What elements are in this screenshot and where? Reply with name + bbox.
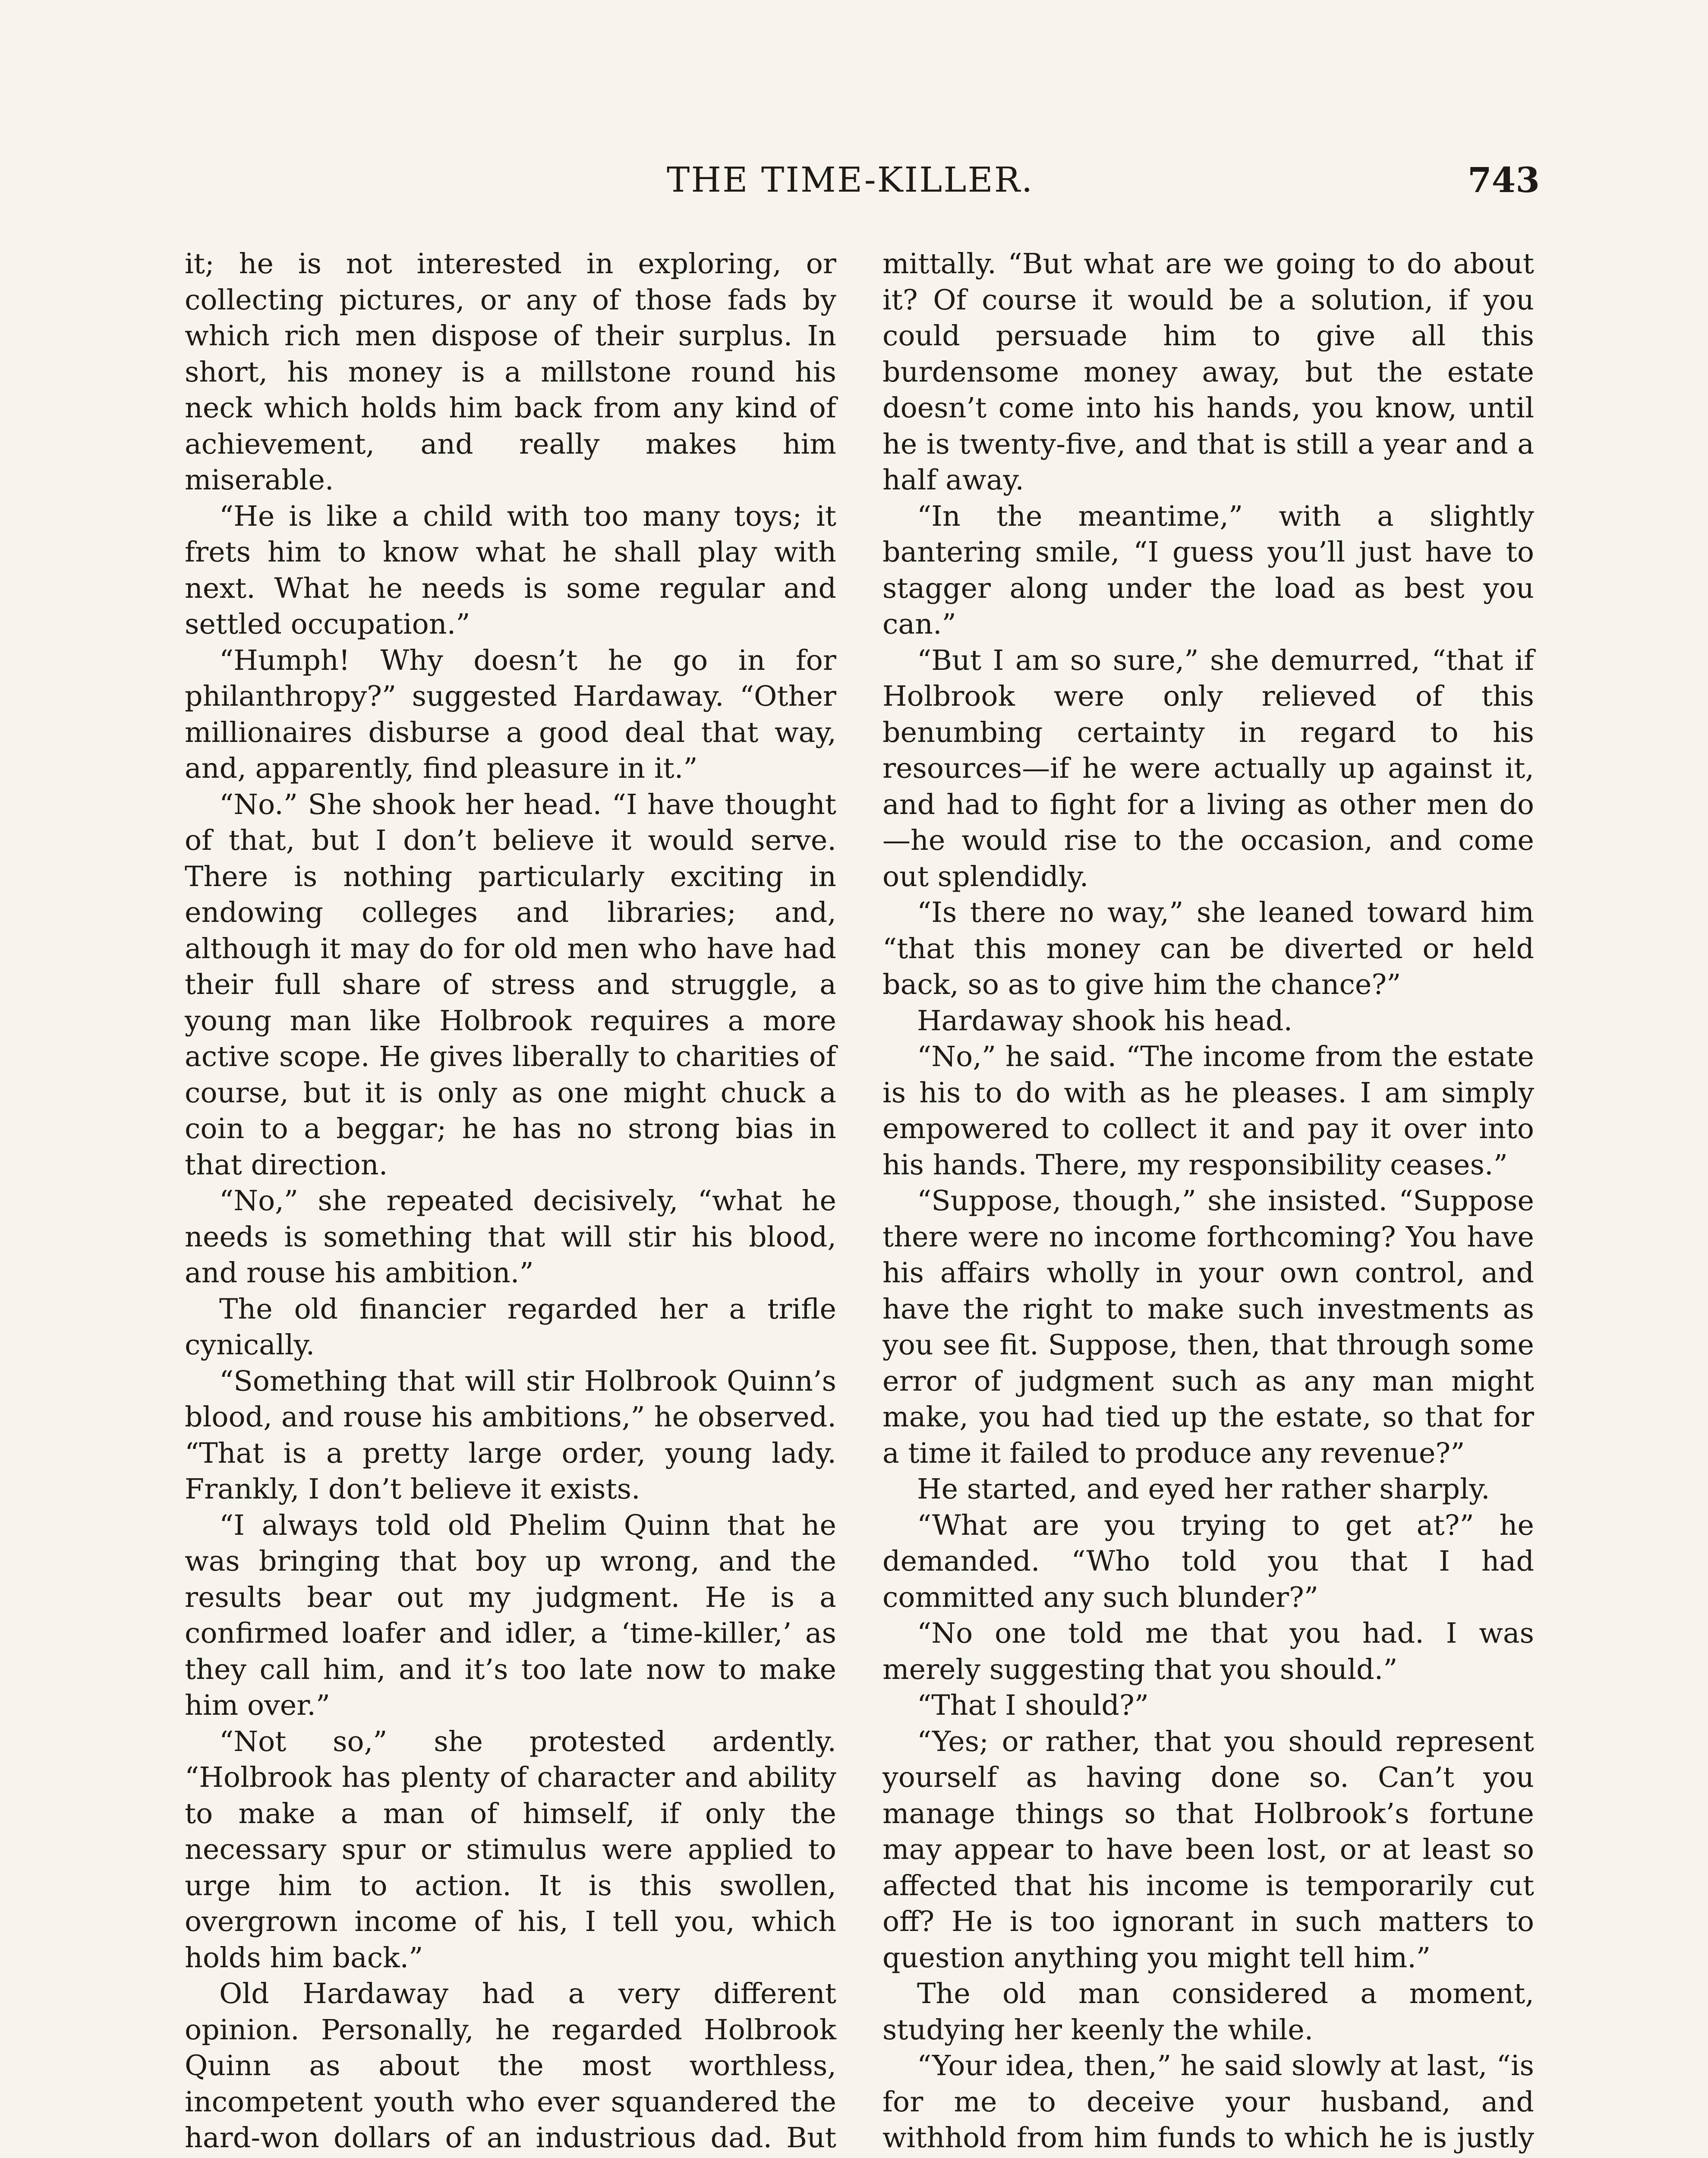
paragraph: “No one told me that you had. I was merely suggesting that you should.” [882, 1617, 1534, 1686]
paragraph: “Yes; or rather, that you should represent yourself as having done so. Can’t you manage things so that Holbrook’s fortune may appear to have been lost, or at least so affected that his income is temporarily cut off? He is too ignorant in such matters to question anything you might tell him.” [882, 1725, 1534, 1974]
paragraph: “No,” he said. “The income from the estate is his to do with as he pleases. I am simply empowered to collect it and pay it over into his hands. There, my responsibility ceases.” [882, 1041, 1534, 1181]
paragraph: “Your idea, then,” he said slowly at last, “is for me to deceive your husband, and withhold from him funds to which he is justly [882, 2050, 1534, 2154]
running-title: THE TIME-KILLER. [667, 160, 1034, 200]
paragraph: “That I should?” [917, 1689, 1149, 1722]
paragraph: Old Hardaway had a very different opinion. Personally, he regarded Holbrook Quinn as about the most worthless, incompetent youth who ever squandered the hard-won dollars of an industrious dad. But [185, 1978, 836, 2154]
page-number: 743 [1468, 160, 1540, 200]
paragraph: “What are you trying to get at?” he demanded. “Who told you that I had committed any such blunder?” [882, 1509, 1534, 1614]
paragraph: The old man considered a moment, studying her keenly the while. [882, 1978, 1534, 2046]
paragraph: “But I am so sure,” she demurred, “that if Holbrook were only relieved of this benumbing certainty in regard to his resources—if he were actually up against it, and had to fight for a living as other men do—he would rise to the occasion, and come out splendidly. [882, 644, 1534, 893]
paragraph: “Suppose, though,” she insisted. “Suppose there were no income forthcoming? You have his affairs wholly in your own control, and have the right to make such investments as you see fit. Suppose, then, that through some error of judgment such as any man might make, you had tied up the estate, so that for a time it failed to produce any revenue?” [882, 1185, 1534, 1470]
paragraph: Hardaway shook his head. [917, 1004, 1293, 1037]
paragraph: The old financier regarded her a trifle cynically. [185, 1293, 836, 1361]
paragraph: mittally. “But what are we going to do about it? Of course it would be a solution, if you could persuade him to give all this burdensome money away, but the estate doesn’t come into his hands, you know, until he is twenty-five, and that is still a year and a half away. [882, 248, 1534, 496]
right-text-column [882, 246, 1534, 2158]
paragraph: “No,” she repeated decisively, “what he needs is something that will stir his blood, and rouse his ambition.” [185, 1185, 836, 1289]
paragraph: “In the meantime,” with a slightly bantering smile, “I guess you’ll just have to stagger along under the load as best you can.” [882, 500, 1534, 640]
left-text-column [185, 246, 836, 2158]
paragraph: “He is like a child with too many toys; it frets him to know what he shall play with next. What he needs is some regular and settled occupation.” [185, 500, 836, 640]
paragraph: it; he is not interested in exploring, or collecting pictures, or any of those fads by which rich men dispose of their surplus. In short, his money is a millstone round his neck which holds him back from any kind of achievement, and really makes him miserable. [185, 248, 836, 496]
paragraph: “No.” She shook her head. “I have thought of that, but I don’t believe it would serve. There is nothing particularly exciting in endowing colleges and libraries; and, although it may do for old men who have had their full share of stress and struggle, a young man like Holbrook requires a more active scope. He gives liberally to charities of course, but it is only as one might chuck a coin to a beggar; he has no strong bias in that direction. [185, 788, 836, 1181]
paragraph: “Humph! Why doesn’t he go in for philanthropy?” suggested Hardaway. “Other millionaires disburse a good deal that way, and, apparently, find pleasure in it.” [185, 644, 836, 785]
paragraph: “Something that will stir Holbrook Quinn’s blood, and rouse his ambitions,” he observed. “That is a pretty large order, young lady. Frankly, I don’t believe it exists. [185, 1365, 836, 1505]
page-header [0, 160, 1708, 207]
paragraph: He started, and eyed her rather sharply. [917, 1473, 1490, 1505]
paragraph: “Not so,” she protested ardently. “Holbrook has plenty of character and ability to make a man of himself, if only the necessary spur or stimulus were applied to urge him to action. It is this swollen, overgrown income of his, I tell you, which holds him back.” [185, 1725, 836, 1974]
paragraph: “I always told old Phelim Quinn that he was bringing that boy up wrong, and the results bear out my judgment. He is a confirmed loafer and idler, a ‘time-killer,’ as they call him, and it’s too late now to make him over.” [185, 1509, 836, 1722]
paragraph: “Is there no way,” she leaned toward him “that this money can be diverted or held back, so as to give him the chance?” [882, 896, 1534, 1001]
